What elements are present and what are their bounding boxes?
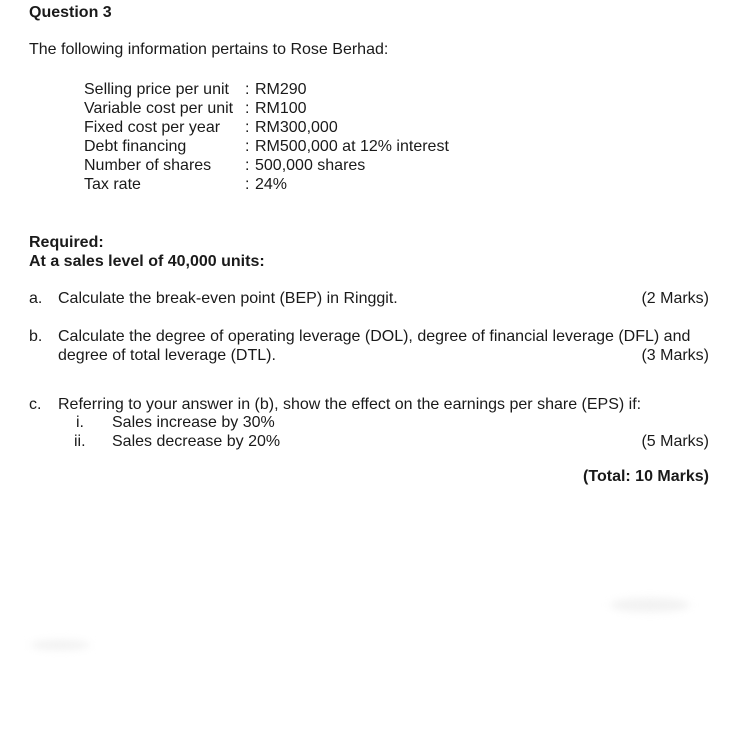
item-text-line2: degree of total leverage (DTL). xyxy=(58,347,276,364)
info-label: Variable cost per unit xyxy=(84,100,234,117)
sub-item-text: Sales decrease by 20% xyxy=(112,433,281,450)
info-row-selling-price xyxy=(84,80,449,99)
scan-smudge xyxy=(30,640,90,650)
required-subtitle: At a sales level of 40,000 units: xyxy=(29,253,265,270)
item-text-line1: Calculate the degree of operating leverage (DOL), degree of financial leverage (DFL) and xyxy=(58,328,691,345)
item-letter: a. xyxy=(29,290,43,307)
question-heading: Question 3 xyxy=(29,4,112,21)
info-row-debt-financing xyxy=(84,137,449,156)
info-colon: : xyxy=(245,81,250,98)
info-label: Number of shares xyxy=(84,157,212,174)
item-b-marks: (3 Marks) xyxy=(641,347,709,364)
info-value: RM100 xyxy=(255,100,307,117)
info-value: 24% xyxy=(255,176,288,193)
info-label: Selling price per unit xyxy=(84,81,229,98)
scan-smudge xyxy=(610,598,690,612)
total-marks: (Total: 10 Marks) xyxy=(583,468,709,485)
item-c-marks: (5 Marks) xyxy=(641,433,709,450)
info-value: 500,000 shares xyxy=(255,157,366,174)
info-colon: : xyxy=(245,138,250,155)
info-value: RM500,000 at 12% interest xyxy=(255,138,449,155)
sub-item-number: ii. xyxy=(74,433,86,450)
info-value: RM300,000 xyxy=(255,119,338,136)
info-label: Fixed cost per year xyxy=(84,119,221,136)
required-section xyxy=(29,233,265,271)
required-title: Required: xyxy=(29,234,104,251)
info-row-fixed-cost xyxy=(84,118,449,137)
sub-item-text: Sales increase by 30% xyxy=(112,414,275,431)
sub-item-number: i. xyxy=(76,414,84,431)
info-label: Tax rate xyxy=(84,176,141,193)
info-value: RM290 xyxy=(255,81,307,98)
item-text: Calculate the break-even point (BEP) in Ringgit. xyxy=(58,290,398,307)
info-colon: : xyxy=(245,100,250,117)
item-letter: c. xyxy=(29,396,42,413)
info-row-tax-rate xyxy=(84,175,449,194)
info-colon: : xyxy=(245,176,250,193)
item-text: Referring to your answer in (b), show the effect on the earnings per share (EPS) if: xyxy=(58,396,642,413)
info-colon: : xyxy=(245,157,250,174)
question-intro: The following information pertains to Rose Berhad: xyxy=(29,41,389,58)
info-colon: : xyxy=(245,119,250,136)
info-label: Debt financing xyxy=(84,138,187,155)
item-a-marks: (2 Marks) xyxy=(641,290,709,307)
company-info-list xyxy=(84,80,449,194)
item-letter: b. xyxy=(29,328,43,345)
info-row-variable-cost xyxy=(84,99,449,118)
info-row-number-of-shares xyxy=(84,156,449,175)
